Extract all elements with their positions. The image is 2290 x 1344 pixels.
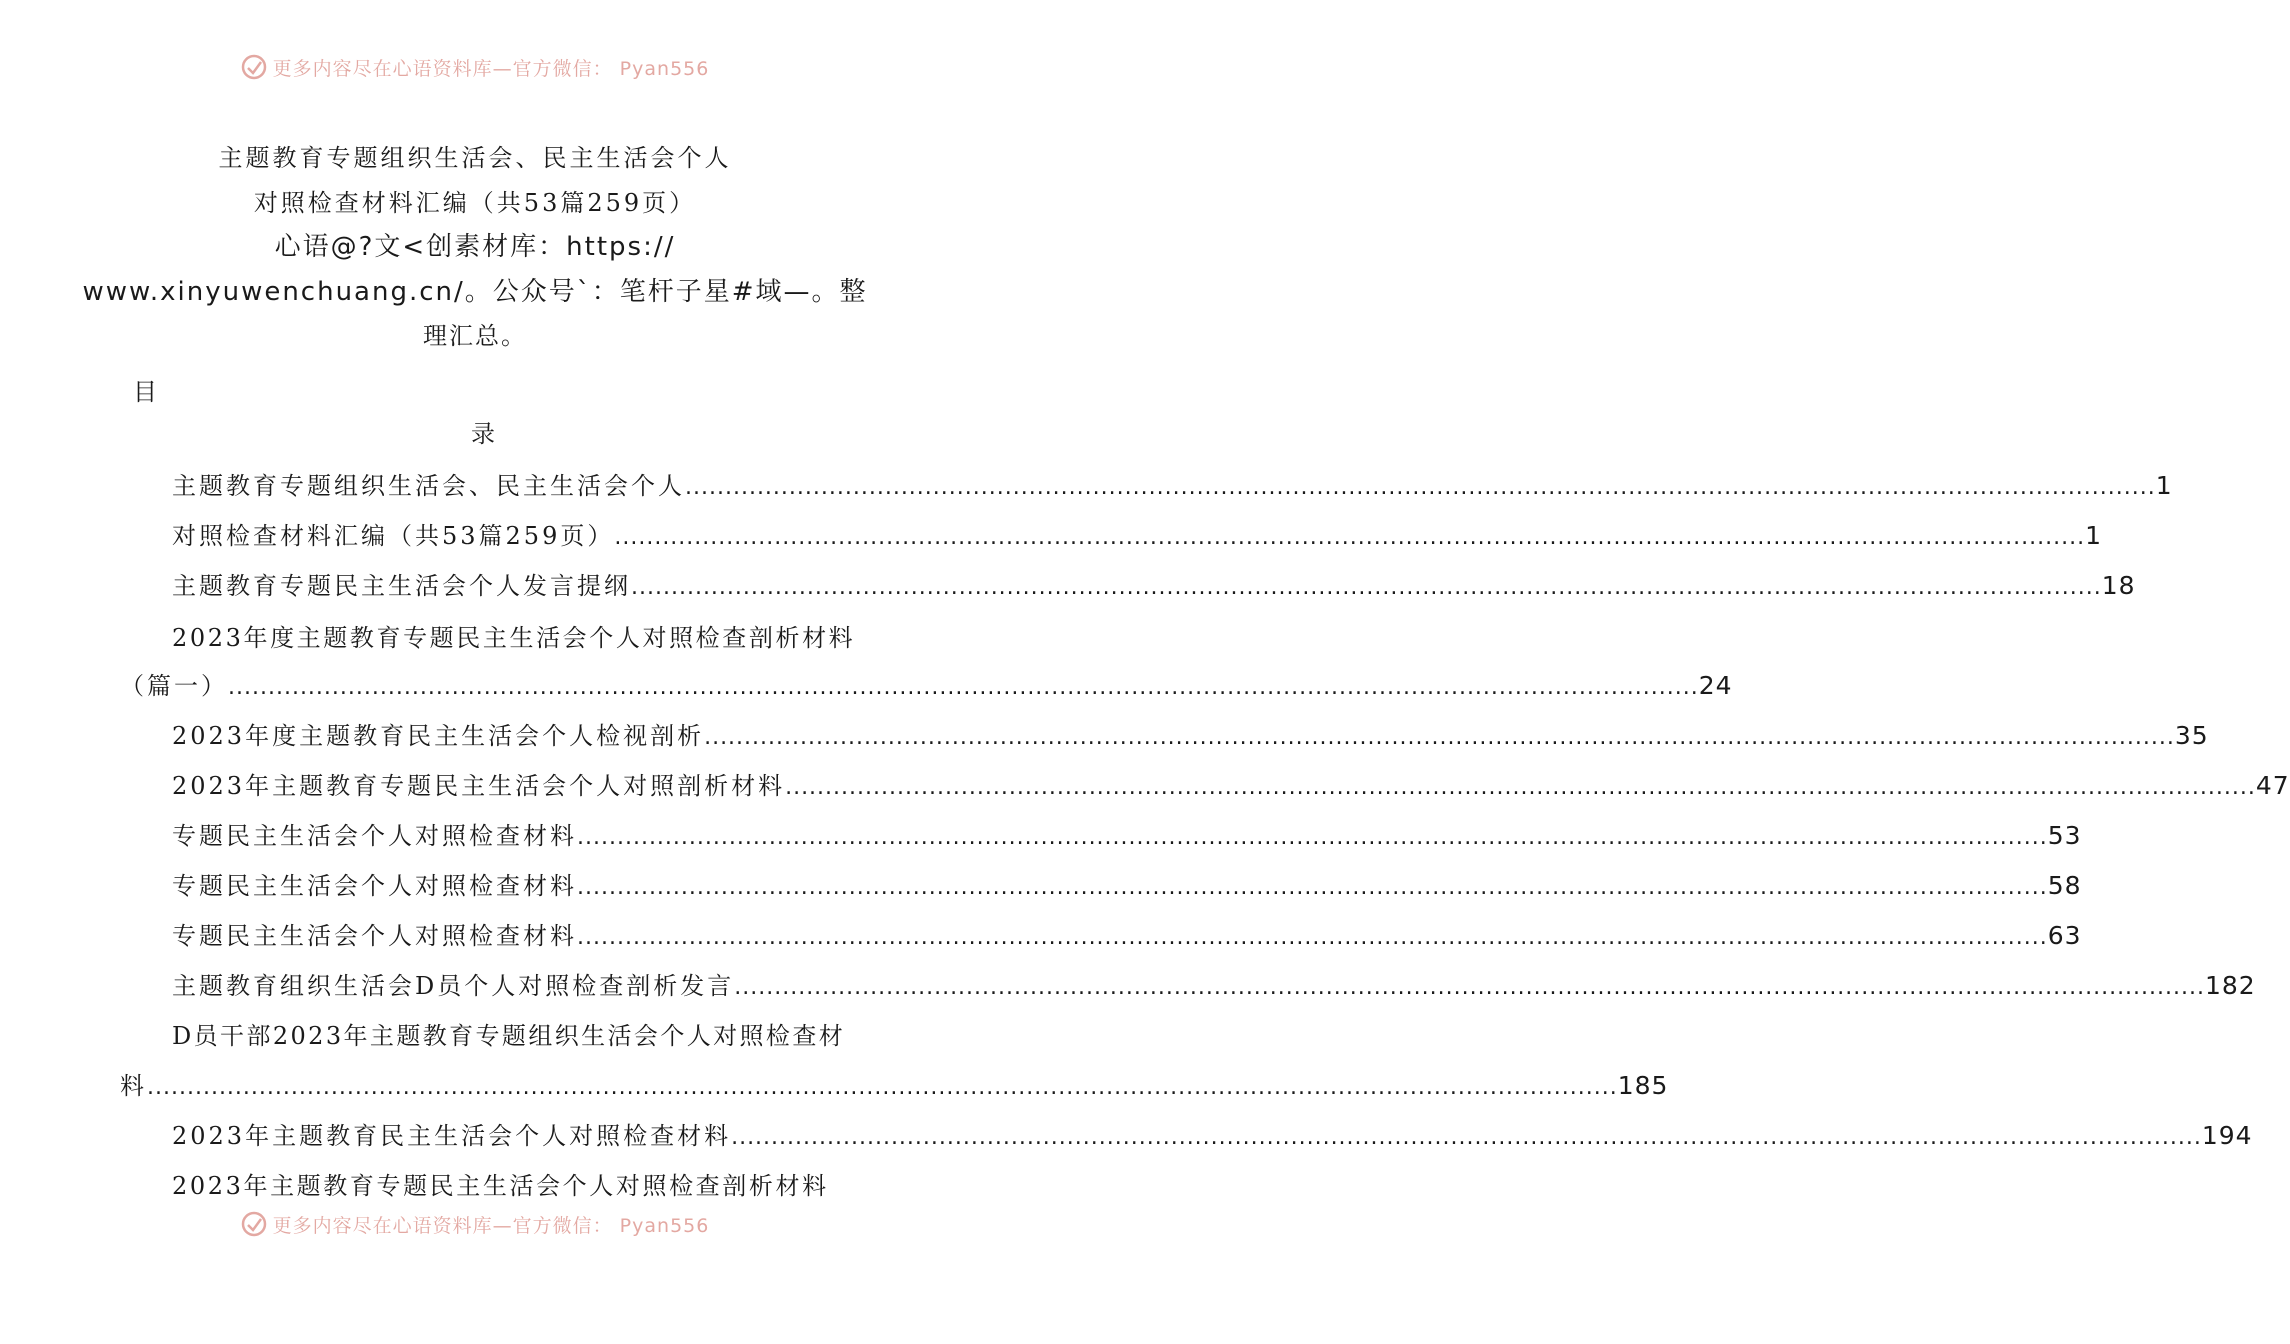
toc-entry-page: 24 — [1698, 671, 1733, 700]
toc-entry-label: 2023年度主题教育民主生活会个人检视剖析 — [172, 722, 705, 750]
toc-entry-page: 1 — [2155, 471, 2173, 500]
toc-leader-dots — [785, 775, 2256, 800]
document-title-line-2: 对照检查材料汇编（共53篇259页） — [253, 189, 697, 217]
toc-entry-label: 主题教育组织生活会D员个人对照检查剖析发言 — [172, 972, 735, 1000]
toc-entry[interactable] — [172, 966, 2256, 1002]
toc-leader-dots — [614, 525, 2085, 550]
toc-entry-label: 对照检查材料汇编（共53篇259页） — [172, 522, 615, 550]
toc-entry-page: 53 — [2047, 821, 2082, 850]
toc-entry[interactable] — [172, 516, 2103, 552]
toc-entry-page: 35 — [2174, 721, 2209, 750]
logo-icon — [241, 54, 267, 80]
toc-entry-label[interactable]: D员干部2023年主题教育专题组织生活会个人对照检查材 — [172, 1022, 846, 1050]
watermark-text: 更多内容尽在心语资料库—官方微信： Pyan556 — [272, 1214, 710, 1237]
toc-entry-label: 主题教育专题组织生活会、民主生活会个人 — [172, 472, 685, 500]
watermark-top — [0, 50, 950, 84]
toc-leader-dots — [734, 975, 2205, 1000]
toc-leader-dots — [685, 475, 2156, 500]
toc-entry-continuation[interactable] — [120, 666, 1733, 702]
toc-entry-label: 2023年主题教育专题民主生活会个人对照剖析材料 — [172, 772, 786, 800]
toc-entry-label[interactable]: 2023年主题教育专题民主生活会个人对照检查剖析材料 — [172, 1172, 829, 1200]
toc-leader-dots — [631, 575, 2102, 600]
toc-entry-label-continued: 料 — [120, 1072, 147, 1100]
toc-entry-label: 专题民主生活会个人对照检查材料 — [172, 922, 577, 950]
toc-heading-part-2: 录 — [471, 420, 495, 448]
toc-entry-label: 专题民主生活会个人对照检查材料 — [172, 872, 577, 900]
source-line-3: 理汇总。 — [423, 322, 527, 350]
source-line-2: www.xinyuwenchuang.cn/。公众号`：笔杆子星#域—。整 — [82, 277, 868, 307]
toc-entry-label: 主题教育专题民主生活会个人发言提纲 — [172, 572, 631, 600]
watermark-text: 更多内容尽在心语资料库—官方微信： Pyan556 — [272, 57, 710, 80]
toc-leader-dots — [577, 825, 2048, 850]
toc-entry[interactable] — [172, 566, 2136, 602]
document-title-line-1: 主题教育专题组织生活会、民主生活会个人 — [218, 144, 732, 172]
toc-entry-label-continued: （篇一） — [120, 672, 228, 700]
toc-entry[interactable] — [172, 716, 2209, 752]
toc-entry-page: 18 — [2101, 571, 2136, 600]
toc-leader-dots — [228, 675, 1699, 700]
watermark-bottom — [0, 1207, 950, 1241]
toc-entry-page: 194 — [2201, 1121, 2253, 1150]
toc-entry-page: 1 — [2085, 521, 2103, 550]
toc-entry[interactable] — [172, 816, 2082, 852]
toc-entry[interactable] — [172, 916, 2082, 952]
toc-entry-page: 185 — [1617, 1071, 1669, 1100]
toc-leader-dots — [704, 725, 2175, 750]
toc-leader-dots — [731, 1125, 2202, 1150]
toc-leader-dots — [147, 1075, 1618, 1100]
source-line-1: 心语@?文<创素材库：https:// — [274, 232, 676, 262]
toc-entry-page: 47 — [2255, 771, 2290, 800]
toc-entry-page: 58 — [2047, 871, 2082, 900]
toc-entry[interactable] — [172, 866, 2082, 902]
toc-entry-label: 专题民主生活会个人对照检查材料 — [172, 822, 577, 850]
toc-entry-page: 63 — [2047, 921, 2082, 950]
toc-entry[interactable] — [172, 466, 2173, 502]
toc-entry-page: 182 — [2205, 971, 2256, 1000]
toc-entry[interactable] — [172, 1116, 2253, 1152]
logo-icon — [241, 1211, 267, 1237]
toc-leader-dots — [577, 925, 2048, 950]
toc-heading-part-1: 目 — [133, 378, 157, 406]
toc-entry[interactable] — [172, 766, 2290, 802]
toc-entry-continuation[interactable] — [120, 1066, 1669, 1102]
toc-entry-label: 2023年主题教育民主生活会个人对照检查材料 — [172, 1122, 732, 1150]
toc-leader-dots — [577, 875, 2048, 900]
toc-entry-label[interactable]: 2023年度主题教育专题民主生活会个人对照检查剖析材料 — [172, 624, 856, 652]
